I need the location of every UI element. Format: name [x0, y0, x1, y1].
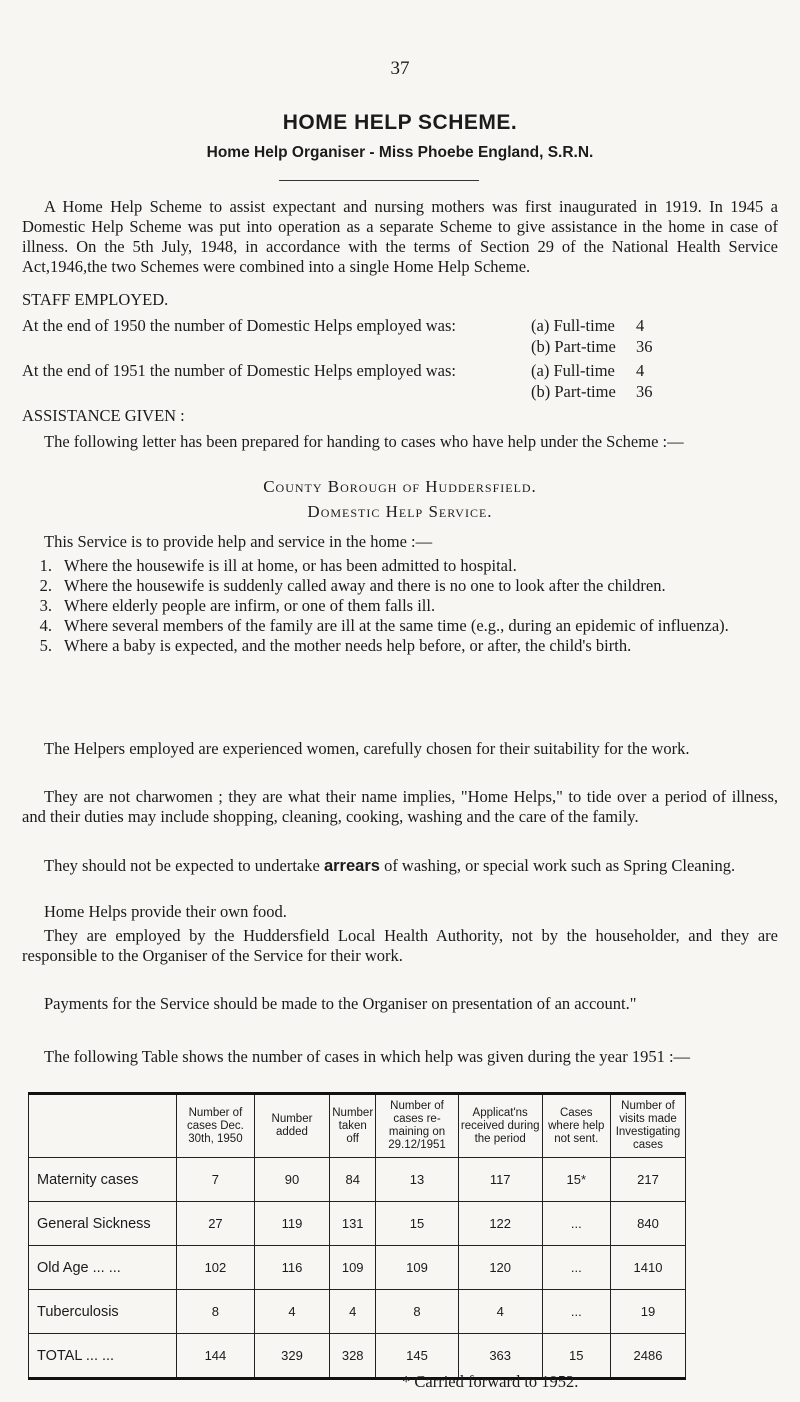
- table-cell: 84: [330, 1158, 376, 1202]
- table-cell: 7: [177, 1158, 255, 1202]
- staff-heading: STAFF EMPLOYED.: [22, 290, 169, 309]
- row-label: Old Age ... ...: [29, 1246, 177, 1290]
- header-cell: Number of visits made Investigating cases: [611, 1094, 686, 1158]
- row-label: TOTAL ... ...: [29, 1334, 177, 1379]
- table-cell: ...: [542, 1202, 611, 1246]
- list-item: 2. Where the housewife is suddenly called away and there is no one to look after the children.: [39, 576, 666, 595]
- arrears-paragraph: They should not be expected to undertake arrears of washing, or special work such as Spring Cleaning.: [44, 856, 736, 875]
- table-cell: 109: [330, 1246, 376, 1290]
- table-cell: 122: [458, 1202, 542, 1246]
- table-cell: 2486: [611, 1334, 686, 1379]
- table-row: [29, 1158, 686, 1202]
- table-cell: 102: [177, 1246, 255, 1290]
- row-label: Maternity cases: [29, 1158, 177, 1202]
- header-cell: Number of cases Dec. 30th, 1950: [177, 1094, 255, 1158]
- table-footnote: * Carried forward to 1952.: [402, 1372, 579, 1391]
- staff-1950-parttime-value: 36: [636, 337, 653, 356]
- staff-1951-line: [22, 361, 778, 381]
- table-cell: 90: [254, 1158, 330, 1202]
- helpers-paragraph: The Helpers employed are experienced women, carefully chosen for their suitability for the work.: [44, 739, 690, 758]
- table-cell: 120: [458, 1246, 542, 1290]
- table-cell: 19: [611, 1290, 686, 1334]
- table-cell: 4: [254, 1290, 330, 1334]
- table-intro: The following Table shows the number of cases in which help was given during the year 1951 :—: [44, 1047, 691, 1066]
- food-paragraph: Home Helps provide their own food.: [44, 902, 287, 921]
- staff-1950-line: [22, 316, 778, 336]
- staff-1951-label: At the end of 1951 the number of Domestic Helps employed was:: [22, 361, 456, 380]
- page-subtitle: Home Help Organiser - Miss Phoebe England, S.R.N.: [206, 144, 594, 161]
- header-cell: Applicat'ns received during the period: [458, 1094, 542, 1158]
- staff-1951-parttime-line: [22, 382, 778, 402]
- header-cell: Cases where help not sent.: [542, 1094, 611, 1158]
- charwomen-paragraph: They are not charwomen ; they are what their name implies, "Home Helps," to tide over a period of illness, and their duties may include shopping, cleaning, cooking, washing and the care of the family.: [22, 787, 778, 826]
- header-cell: Number of cases re-maining on 29.12/1951: [376, 1094, 459, 1158]
- staff-1951-parttime-value: 36: [636, 382, 653, 401]
- table-cell: 117: [458, 1158, 542, 1202]
- table-cell: 328: [330, 1334, 376, 1379]
- assistance-heading: ASSISTANCE GIVEN :: [22, 406, 185, 425]
- table-cell: 217: [611, 1158, 686, 1202]
- staff-1950-fulltime-value: 4: [636, 316, 645, 335]
- table-header-row: [29, 1094, 686, 1158]
- table-cell: 116: [254, 1246, 330, 1290]
- table-cell: 27: [177, 1202, 255, 1246]
- table-cell: 4: [458, 1290, 542, 1334]
- table-cell: ...: [542, 1290, 611, 1334]
- table-cell: 13: [376, 1158, 459, 1202]
- staff-1950-parttime-line: [22, 337, 778, 357]
- table-cell: 131: [330, 1202, 376, 1246]
- payments-paragraph: Payments for the Service should be made to the Organiser on presentation of an account.": [44, 994, 637, 1013]
- staff-1950-fulltime-label: (a) Full-time: [531, 316, 615, 335]
- staff-1950-parttime-label: (b) Part-time: [531, 337, 616, 356]
- intro-paragraph: A Home Help Scheme to assist expectant and nursing mothers was first inaugurated in 1919. In 1945 a Domestic Help Scheme was put into operation as a separate Scheme to give assistance in the home in case of illness. On the 5th July, 1948, in accordance with the terms of Section 29 of the National Health Service Act,1946,the two Schemes were combined into a single Home Help Scheme.: [22, 197, 778, 276]
- staff-1951-fulltime-value: 4: [636, 361, 645, 380]
- header-cell: Number taken off: [330, 1094, 376, 1158]
- row-label: General Sickness: [29, 1202, 177, 1246]
- table-row: [29, 1246, 686, 1290]
- table-cell: 1410: [611, 1246, 686, 1290]
- title-divider: [279, 180, 479, 181]
- table-cell: 109: [376, 1246, 459, 1290]
- table-row: [29, 1202, 686, 1246]
- letter-org-line-2: Domestic Help Service.: [307, 502, 493, 521]
- letter-org-line-1: County Borough of Huddersfield.: [263, 477, 537, 496]
- table-cell: 840: [611, 1202, 686, 1246]
- table-cell: 15: [542, 1334, 611, 1379]
- table-cell: 119: [254, 1202, 330, 1246]
- table-cell: 8: [177, 1290, 255, 1334]
- table-cell: ...: [542, 1246, 611, 1290]
- list-item: 5. Where a baby is expected, and the mother needs help before, or after, the child's birth.: [39, 636, 632, 655]
- list-item: 4. Where several members of the family are ill at the same time (e.g., during an epidemic of influenza).: [39, 616, 729, 635]
- table-cell: 363: [458, 1334, 542, 1379]
- table-cell: 15: [376, 1202, 459, 1246]
- table-cell: 145: [376, 1334, 459, 1379]
- staff-1951-parttime-label: (b) Part-time: [531, 382, 616, 401]
- table-row: [29, 1290, 686, 1334]
- table-total-row: [29, 1334, 686, 1379]
- table-cell: 15*: [542, 1158, 611, 1202]
- cases-table: [28, 1092, 686, 1380]
- table-cell: 8: [376, 1290, 459, 1334]
- table-cell: 4: [330, 1290, 376, 1334]
- header-cell: Number added: [254, 1094, 330, 1158]
- page-number: 37: [390, 58, 410, 79]
- row-label: Tuberculosis: [29, 1290, 177, 1334]
- letter-intro: The following letter has been prepared for handing to cases who have help under the Scheme :—: [44, 432, 684, 451]
- staff-1950-label: At the end of 1950 the number of Domestic Helps employed was:: [22, 316, 456, 335]
- page-title: HOME HELP SCHEME.: [282, 111, 518, 134]
- staff-1951-fulltime-label: (a) Full-time: [531, 361, 615, 380]
- list-item: 1. Where the housewife is ill at home, or has been admitted to hospital.: [39, 556, 517, 575]
- table-cell: 144: [177, 1334, 255, 1379]
- table-cell: 329: [254, 1334, 330, 1379]
- service-intro: This Service is to provide help and service in the home :—: [44, 532, 433, 551]
- header-cell: [29, 1094, 177, 1158]
- service-list: [22, 556, 778, 656]
- employer-paragraph: They are employed by the Huddersfield Local Health Authority, not by the householder, and they are responsible to the Organiser of the Service for their work.: [22, 926, 778, 965]
- list-item: 3. Where elderly people are infirm, or one of them falls ill.: [39, 596, 436, 615]
